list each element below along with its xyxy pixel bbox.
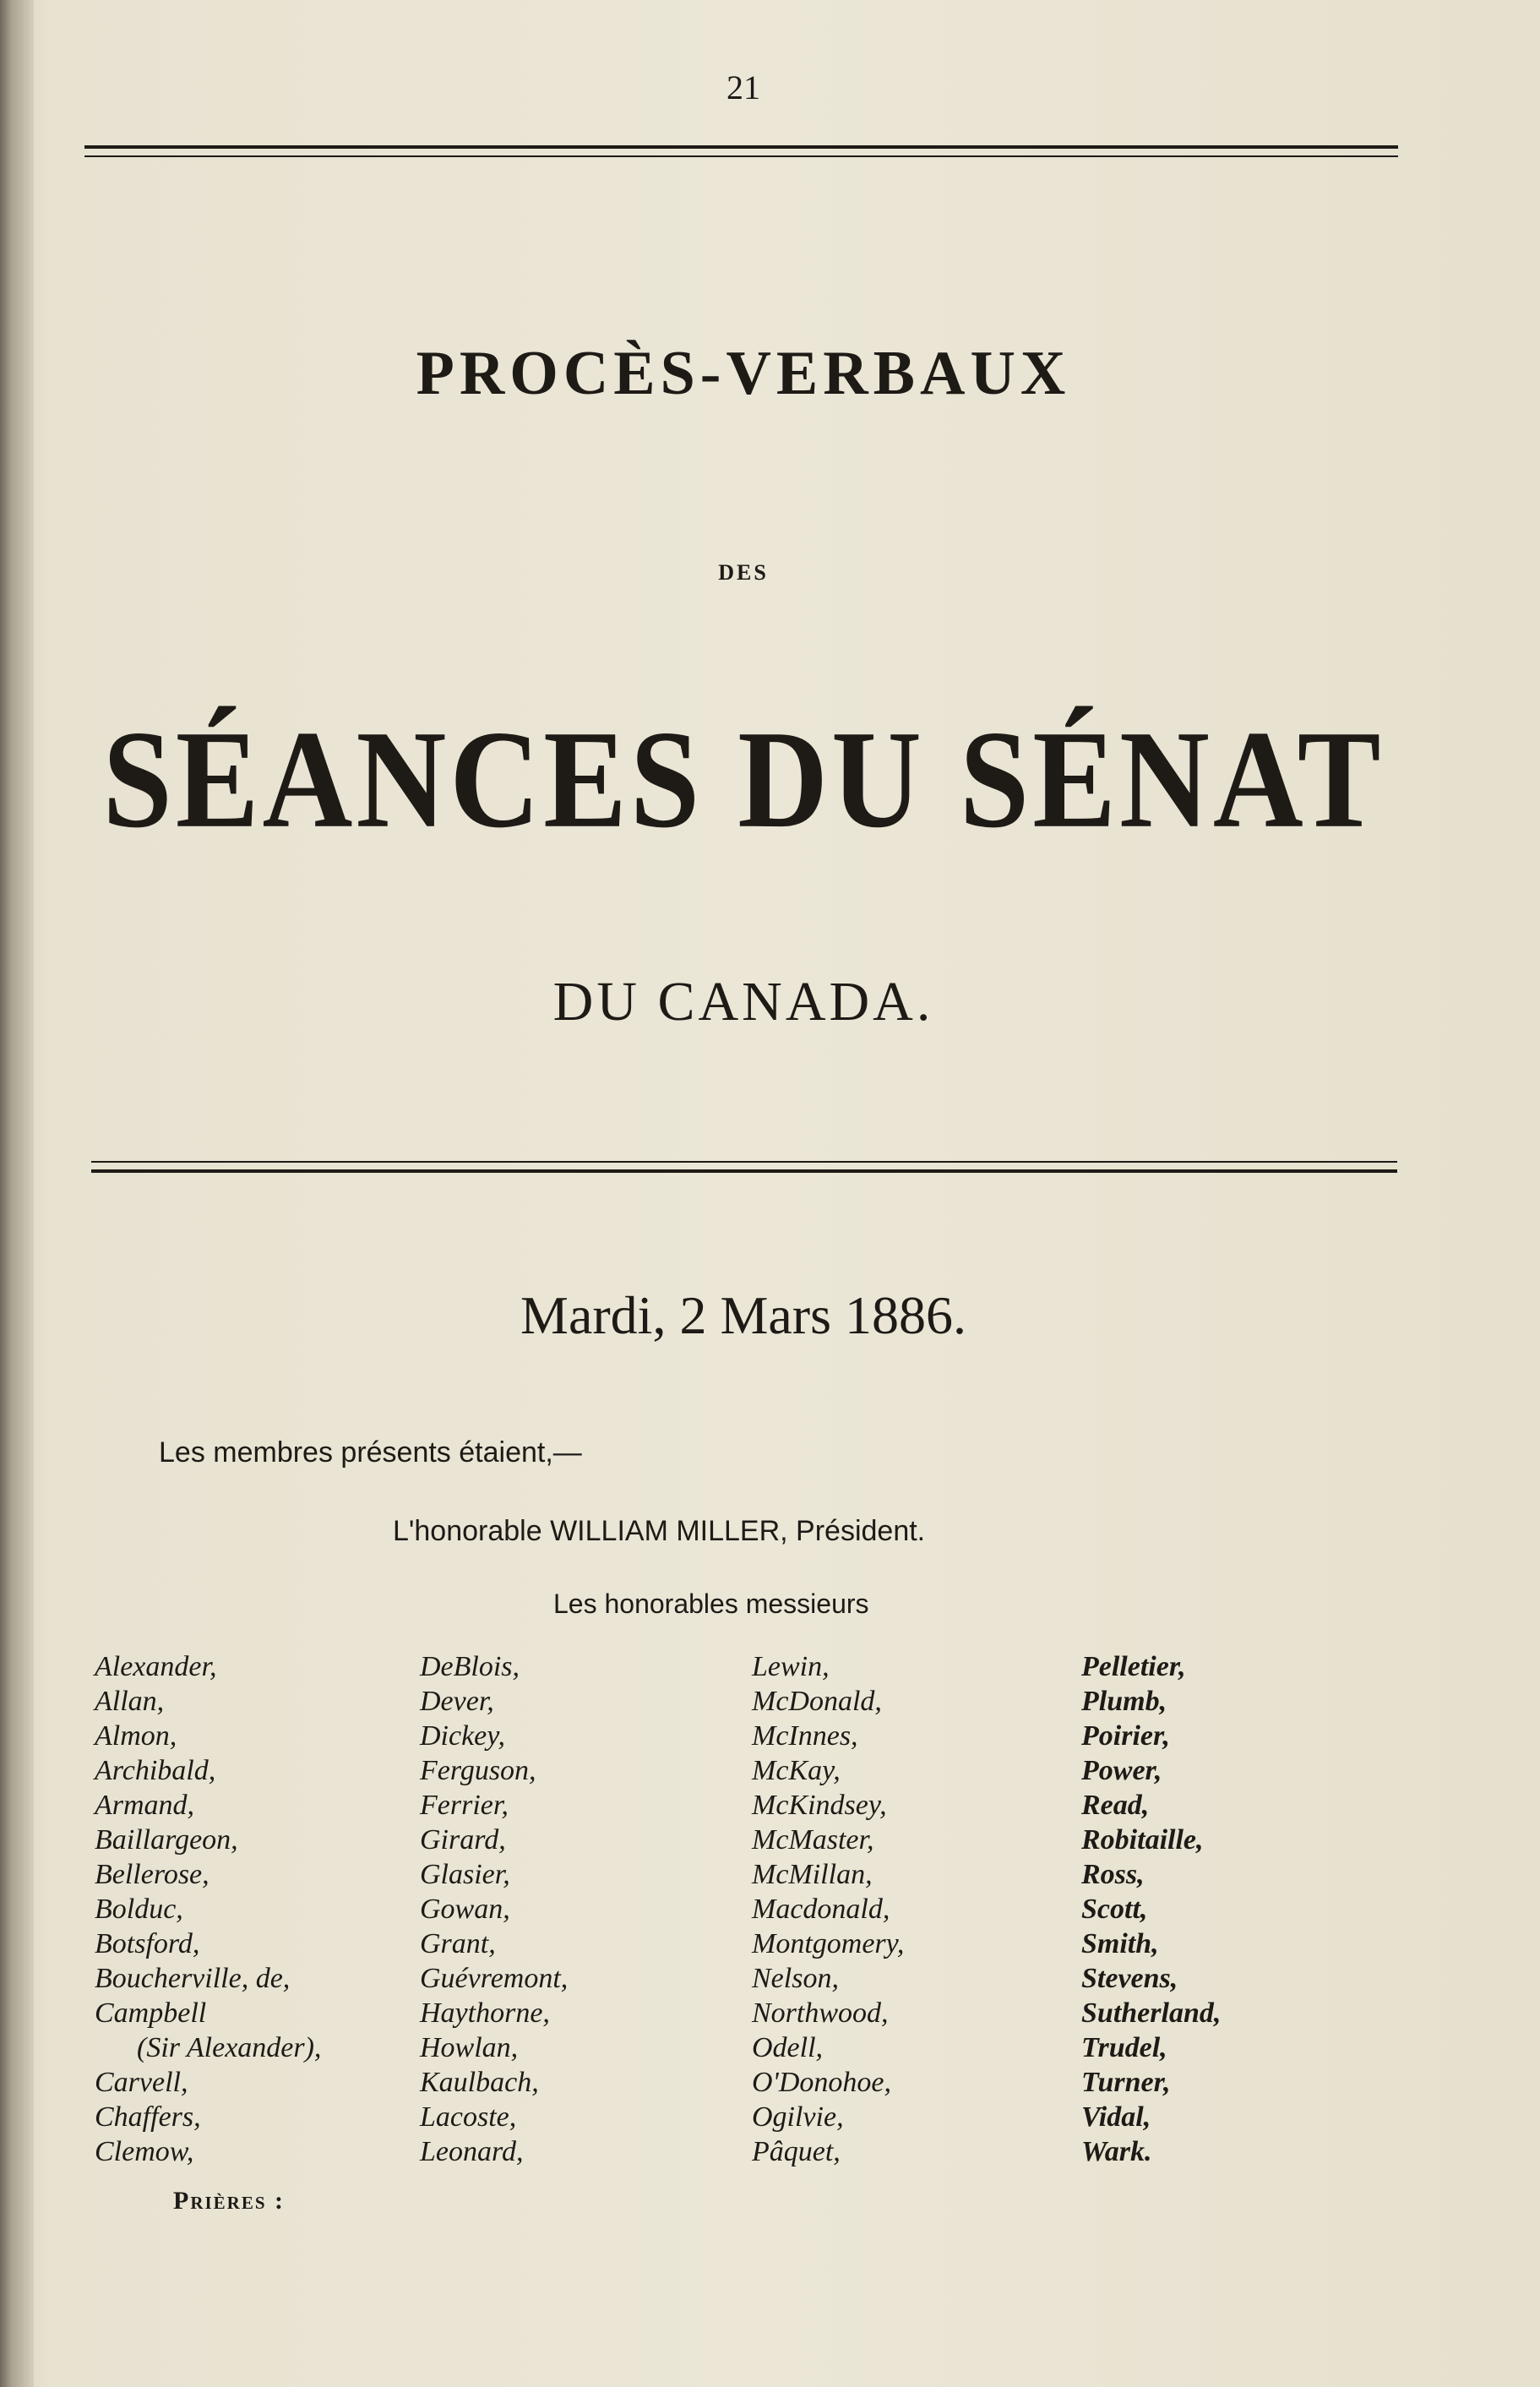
senator-name: Scott, (1081, 1894, 1148, 1925)
senator-name: Campbell (95, 1997, 207, 2029)
senator-name: Allan, (95, 1686, 165, 1717)
senator-name: Pâquet, (752, 2136, 841, 2167)
senator-name: McMaster, (752, 1824, 874, 1856)
senator-name: Carvell, (95, 2067, 188, 2098)
senator-name: Ferrier, (420, 1790, 509, 1821)
senator-name: Archibald, (95, 1755, 216, 1786)
senators-column-4 (1081, 1649, 1221, 2169)
senator-name: Guévremont, (420, 1963, 569, 1994)
senator-name: Wark. (1081, 2136, 1152, 2167)
senator-name: Ogilvie, (752, 2101, 844, 2133)
session-date: Mardi, 2 Mars 1886. (520, 1285, 966, 1345)
senator-name: Odell, (752, 2032, 824, 2063)
senator-name: Stevens, (1081, 1963, 1178, 1994)
top-rule-thin (84, 155, 1398, 157)
page-edge-shadow (0, 0, 34, 2387)
senator-name: Haythorne, (420, 1997, 550, 2029)
page-number: 21 (726, 68, 760, 106)
senator-name: Sutherland, (1081, 1997, 1222, 2029)
senator-name: Dever, (420, 1686, 494, 1717)
senator-name: Glasier, (420, 1859, 510, 1890)
senator-name: Almon, (95, 1720, 177, 1752)
senator-name: McKindsey, (752, 1790, 887, 1821)
title-des: DES (718, 560, 769, 585)
senator-name: Read, (1081, 1790, 1150, 1821)
senator-name: Kaulbach, (420, 2067, 539, 2098)
senators-column-3 (752, 1649, 904, 2169)
senators-column-2 (420, 1649, 568, 2169)
senator-name: Trudel, (1081, 2032, 1167, 2063)
senator-name: Ross, (1081, 1859, 1145, 1890)
senator-name: Turner, (1081, 2067, 1171, 2098)
senator-name: McKay, (752, 1755, 841, 1786)
senator-name: Alexander, (95, 1651, 217, 1682)
senator-name: Macdonald, (752, 1894, 890, 1925)
senator-name: Robitaille, (1081, 1824, 1204, 1856)
senator-name: McInnes, (752, 1720, 858, 1752)
senator-name: Ferguson, (420, 1755, 536, 1786)
prieres-heading: Prières : (173, 2187, 286, 2215)
senator-name: Howlan, (420, 2032, 519, 2063)
president-line: L'honorable WILLIAM MILLER, Président. (393, 1515, 926, 1547)
title-proces-verbaux: PROCÈS-VERBAUX (416, 339, 1071, 408)
senator-name: Bolduc, (95, 1894, 183, 1925)
senator-name: Girard, (420, 1824, 506, 1856)
senator-name: Gowan, (420, 1894, 510, 1925)
senator-name: Pelletier, (1081, 1651, 1186, 1682)
senator-name: O'Donohoe, (752, 2067, 891, 2098)
senator-name: Montgomery, (752, 1928, 905, 1959)
senator-name: Vidal, (1081, 2101, 1151, 2133)
senator-name: Dickey, (420, 1720, 505, 1752)
middle-rule-thick (91, 1169, 1397, 1173)
middle-rule-thin (91, 1161, 1397, 1163)
senator-name: Boucherville, de, (95, 1963, 291, 1994)
senator-name: Botsford, (95, 1928, 200, 1959)
senator-name: Nelson, (752, 1963, 839, 1994)
senators-column-1 (95, 1649, 321, 2169)
senator-name: Chaffers, (95, 2101, 201, 2133)
senator-name: Power, (1081, 1755, 1162, 1786)
senator-name: DeBlois, (420, 1651, 520, 1682)
senator-name: Bellerose, (95, 1859, 210, 1890)
senator-name: Plumb, (1081, 1686, 1167, 1717)
top-rule-thick (84, 145, 1398, 149)
members-intro: Les membres présents étaient,— (159, 1436, 582, 1469)
title-seances-du-senat: SÉANCES DU SÉNAT (102, 702, 1385, 858)
senator-name: McDonald, (752, 1686, 882, 1717)
senator-name: Armand, (95, 1790, 195, 1821)
senator-name: Lewin, (752, 1651, 830, 1682)
senator-name: Smith, (1081, 1928, 1159, 1959)
senator-name: Baillargeon, (95, 1824, 238, 1856)
senator-name: (Sir Alexander), (137, 2032, 322, 2063)
senator-name: McMillan, (752, 1859, 873, 1890)
senator-name: Lacoste, (420, 2101, 517, 2133)
senator-name: Clemow, (95, 2136, 194, 2167)
senator-name: Northwood, (752, 1997, 889, 2029)
senator-name: Poirier, (1081, 1720, 1170, 1752)
senator-name: Grant, (420, 1928, 496, 1959)
senator-name: Leonard, (420, 2136, 524, 2167)
honorables-line: Les honorables messieurs (553, 1589, 869, 1619)
title-du-canada: DU CANADA. (552, 971, 934, 1033)
